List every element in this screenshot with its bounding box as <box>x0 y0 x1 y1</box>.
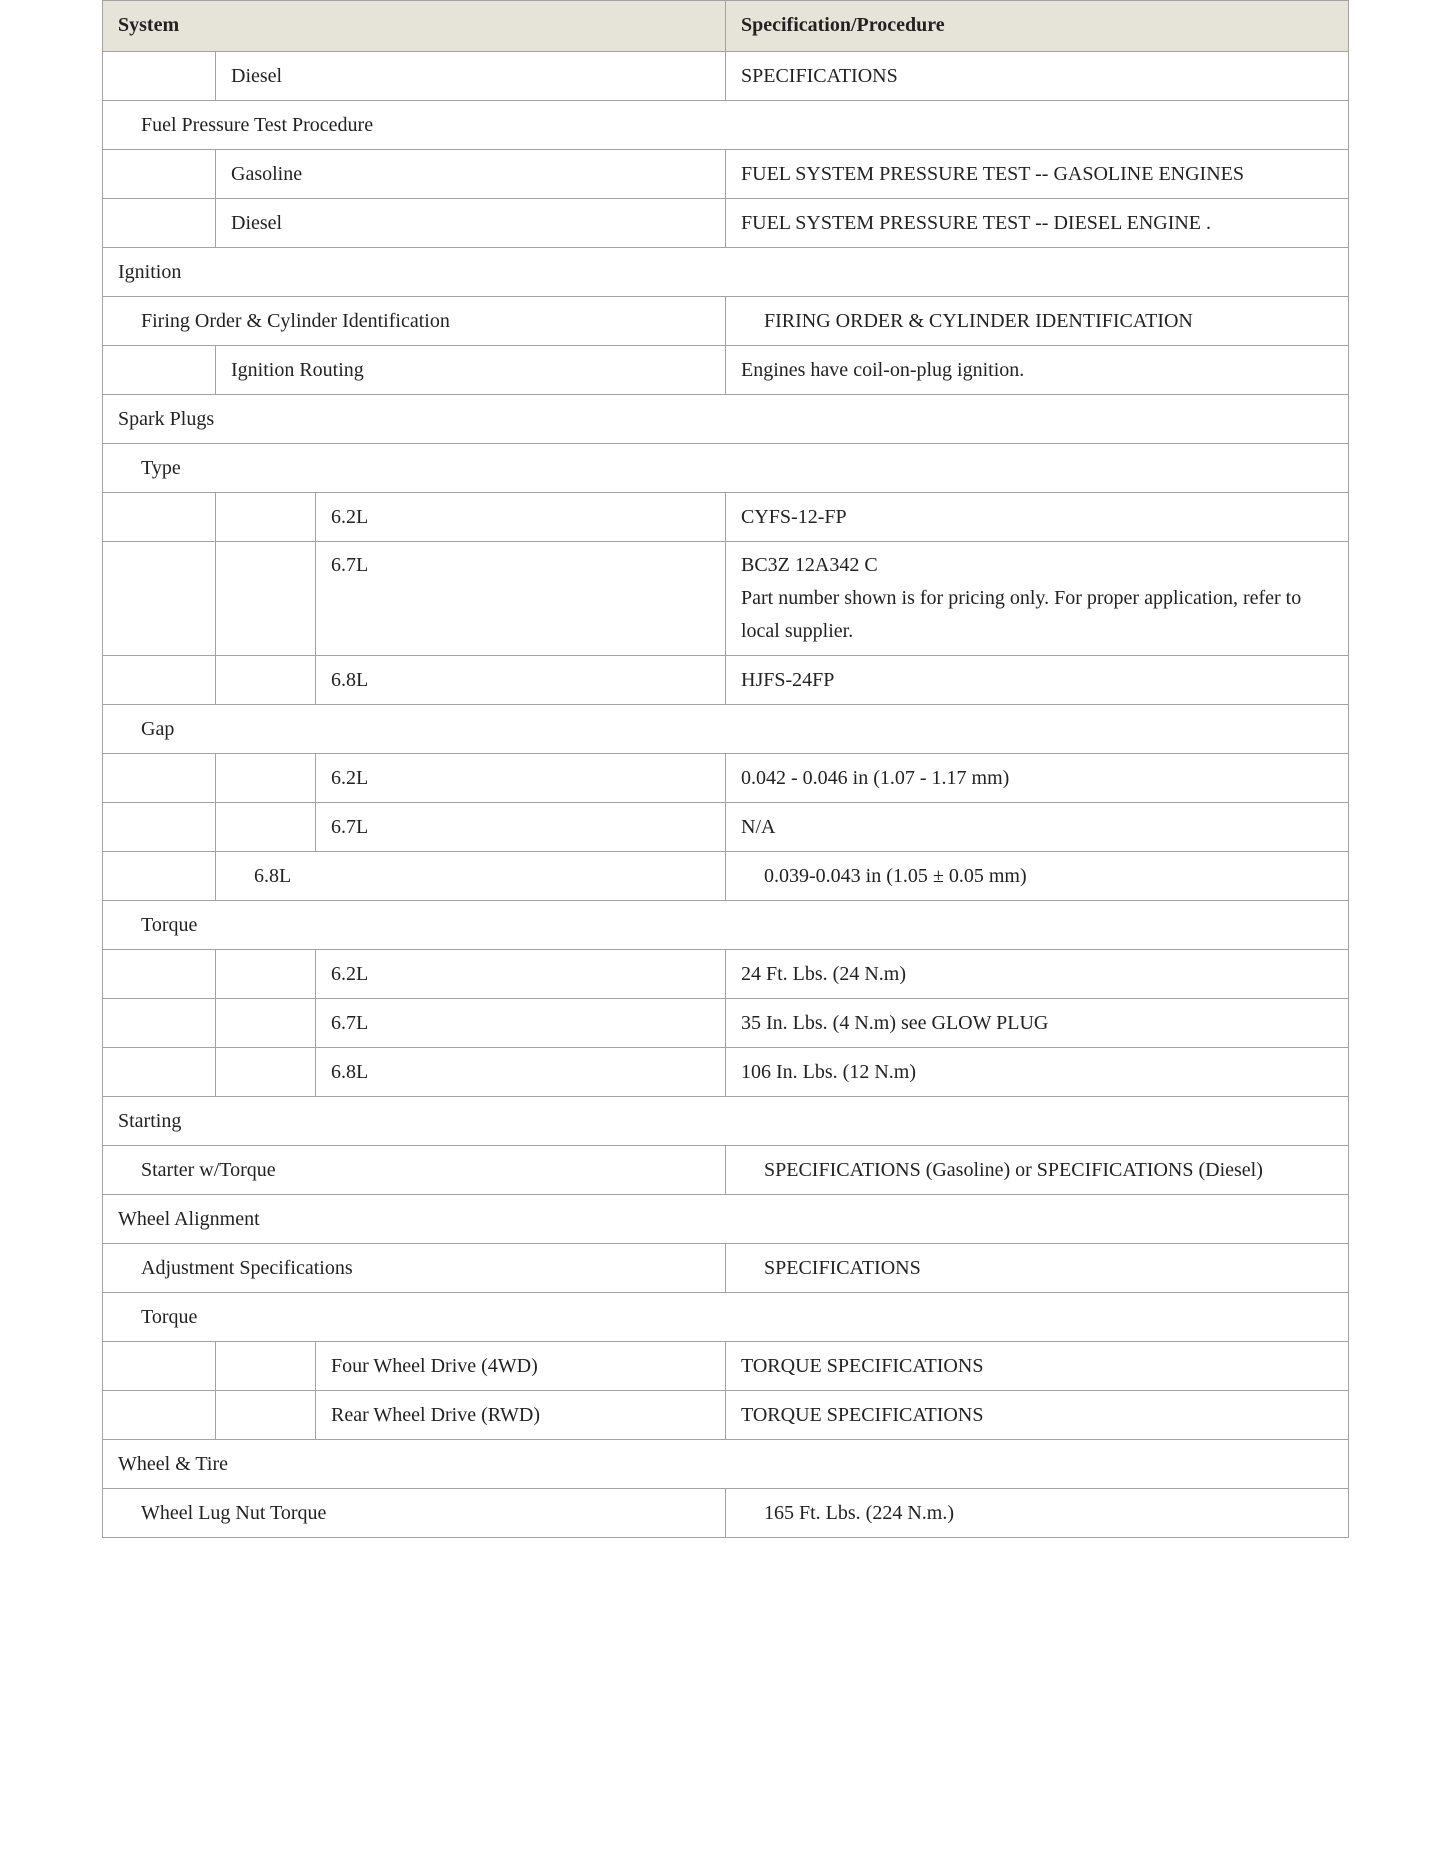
table-row <box>103 1489 1349 1538</box>
system-cell: Diesel <box>216 199 726 248</box>
pricing-note: Part number shown is for pricing only. For proper application, refer to local supplier. <box>741 587 1302 642</box>
table-row <box>103 705 1349 754</box>
spec-cell: 35 In. Lbs. (4 N.m) see GLOW PLUG <box>726 999 1349 1048</box>
indent-cell <box>103 150 216 199</box>
spec-cell: TORQUE SPECIFICATIONS <box>726 1391 1349 1440</box>
indent-cell <box>216 542 316 656</box>
table-row <box>103 150 1349 199</box>
indent-cell <box>216 803 316 852</box>
table-row <box>103 852 1349 901</box>
system-cell: Diesel <box>216 52 726 101</box>
spec-cell: FUEL SYSTEM PRESSURE TEST -- GASOLINE ENGINES <box>726 150 1349 199</box>
spec-cell: Engines have coil-on-plug ignition. <box>726 346 1349 395</box>
table-row <box>103 1440 1349 1489</box>
system-cell: 6.2L <box>316 754 726 803</box>
indent-cell <box>216 754 316 803</box>
indent-cell <box>103 346 216 395</box>
subsection-cell: Type <box>103 444 1349 493</box>
table-row <box>103 1293 1349 1342</box>
system-cell: 6.7L <box>316 803 726 852</box>
indent-cell <box>103 803 216 852</box>
indent-cell <box>103 542 216 656</box>
indent-cell <box>103 1391 216 1440</box>
system-cell: 6.7L <box>316 999 726 1048</box>
spec-table-body <box>103 52 1349 1538</box>
subsection-cell: Gap <box>103 705 1349 754</box>
table-row <box>103 542 1349 656</box>
indent-cell <box>103 656 216 705</box>
spec-cell: FUEL SYSTEM PRESSURE TEST -- DIESEL ENGINE . <box>726 199 1349 248</box>
section-cell: Ignition <box>103 248 1349 297</box>
spec-cell: FIRING ORDER & CYLINDER IDENTIFICATION <box>726 297 1349 346</box>
spec-cell: N/A <box>726 803 1349 852</box>
spec-cell: 106 In. Lbs. (12 N.m) <box>726 1048 1349 1097</box>
system-cell: Starter w/Torque <box>103 1146 726 1195</box>
system-cell: 6.8L <box>216 852 726 901</box>
table-row <box>103 444 1349 493</box>
system-cell: 6.8L <box>316 1048 726 1097</box>
table-row <box>103 297 1349 346</box>
indent-cell <box>103 754 216 803</box>
indent-cell <box>216 999 316 1048</box>
table-row <box>103 1146 1349 1195</box>
table-row <box>103 248 1349 297</box>
spec-cell: SPECIFICATIONS (Gasoline) or SPECIFICATIONS (Diesel) <box>726 1146 1349 1195</box>
section-cell: Wheel Alignment <box>103 1195 1349 1244</box>
table-row <box>103 1244 1349 1293</box>
indent-cell <box>103 1048 216 1097</box>
subsection-cell: Torque <box>103 1293 1349 1342</box>
table-row <box>103 395 1349 444</box>
table-row <box>103 803 1349 852</box>
table-row <box>103 1195 1349 1244</box>
spec-cell <box>726 542 1349 656</box>
indent-cell <box>216 493 316 542</box>
system-cell: 6.7L <box>316 542 726 656</box>
table-row <box>103 346 1349 395</box>
indent-cell <box>103 999 216 1048</box>
indent-cell <box>103 1342 216 1391</box>
indent-cell <box>216 1391 316 1440</box>
system-cell: Firing Order & Cylinder Identification <box>103 297 726 346</box>
section-cell: Starting <box>103 1097 1349 1146</box>
table-row <box>103 1342 1349 1391</box>
spec-cell: SPECIFICATIONS <box>726 1244 1349 1293</box>
indent-cell <box>103 852 216 901</box>
spec-cell: 0.042 - 0.046 in (1.07 - 1.17 mm) <box>726 754 1349 803</box>
system-cell: Gasoline <box>216 150 726 199</box>
spec-cell: HJFS-24FP <box>726 656 1349 705</box>
section-cell: Spark Plugs <box>103 395 1349 444</box>
indent-cell <box>216 1048 316 1097</box>
indent-cell <box>103 950 216 999</box>
part-number: BC3Z 12A342 C <box>741 554 878 576</box>
system-cell: Four Wheel Drive (4WD) <box>316 1342 726 1391</box>
spec-cell: TORQUE SPECIFICATIONS <box>726 1342 1349 1391</box>
subsection-cell: Torque <box>103 901 1349 950</box>
table-row <box>103 1048 1349 1097</box>
spec-column-header: Specification/Procedure <box>726 1 1349 52</box>
table-row <box>103 1097 1349 1146</box>
table-row <box>103 901 1349 950</box>
system-cell: Wheel Lug Nut Torque <box>103 1489 726 1538</box>
system-cell: 6.2L <box>316 493 726 542</box>
table-row <box>103 950 1349 999</box>
table-row <box>103 656 1349 705</box>
system-cell: 6.2L <box>316 950 726 999</box>
indent-cell <box>216 656 316 705</box>
system-cell: 6.8L <box>316 656 726 705</box>
table-row <box>103 1391 1349 1440</box>
table-row <box>103 754 1349 803</box>
spec-cell: CYFS-12-FP <box>726 493 1349 542</box>
table-row <box>103 52 1349 101</box>
indent-cell <box>103 52 216 101</box>
spec-cell: 24 Ft. Lbs. (24 N.m) <box>726 950 1349 999</box>
spec-cell: SPECIFICATIONS <box>726 52 1349 101</box>
table-header-row <box>103 1 1349 52</box>
system-cell: Rear Wheel Drive (RWD) <box>316 1391 726 1440</box>
system-cell: Adjustment Specifications <box>103 1244 726 1293</box>
table-row <box>103 199 1349 248</box>
indent-cell <box>103 493 216 542</box>
subsection-cell: Fuel Pressure Test Procedure <box>103 101 1349 150</box>
table-row <box>103 999 1349 1048</box>
indent-cell <box>216 1342 316 1391</box>
indent-cell <box>216 950 316 999</box>
table-row <box>103 101 1349 150</box>
section-cell: Wheel & Tire <box>103 1440 1349 1489</box>
spec-cell: 0.039-0.043 in (1.05 ± 0.05 mm) <box>726 852 1349 901</box>
system-column-header: System <box>103 1 726 52</box>
table-row <box>103 493 1349 542</box>
spec-table <box>102 0 1349 1538</box>
indent-cell <box>103 199 216 248</box>
system-cell: Ignition Routing <box>216 346 726 395</box>
spec-cell: 165 Ft. Lbs. (224 N.m.) <box>726 1489 1349 1538</box>
